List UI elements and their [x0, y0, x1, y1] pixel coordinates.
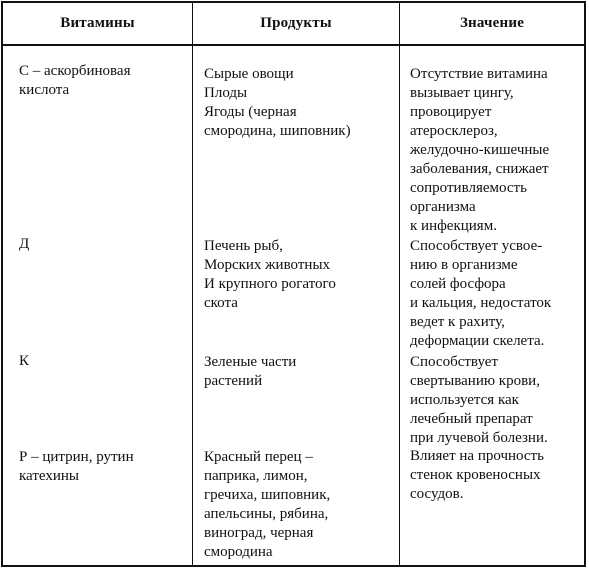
cell-products-c — [204, 65, 351, 141]
text-line: нию в организме — [410, 257, 518, 273]
header-meaning: Значение — [459, 15, 525, 31]
cell-vitamin-d — [19, 235, 29, 254]
text-line: И крупного рогатого — [204, 276, 336, 292]
header-divider — [3, 44, 584, 46]
text-line: организма — [410, 199, 476, 215]
header-vitamins: Витамины — [60, 15, 135, 31]
text-line: и кальция, недостаток — [410, 295, 552, 311]
text-line: виноград, черная — [204, 525, 314, 541]
cell-meaning-c — [410, 65, 583, 236]
cell-vitamin-c — [19, 62, 130, 100]
text-line: желудочно-кишечные — [410, 142, 550, 158]
text-line: паприка, лимон, — [204, 468, 308, 484]
cell-meaning-k — [410, 353, 583, 448]
text-line: кислота — [19, 82, 70, 98]
text-line: скота — [204, 295, 238, 311]
text-line: К — [19, 353, 30, 369]
cell-products-p — [204, 448, 330, 562]
text-line: к инфекциям. — [410, 218, 497, 234]
cell-vitamin-k — [19, 352, 29, 371]
text-line: смородина — [204, 544, 273, 560]
text-line: ведет к рахиту, — [410, 314, 505, 330]
cell-products-d — [204, 237, 336, 313]
text-line: при лучевой болезни. — [410, 430, 548, 446]
text-line: Способствует — [410, 354, 498, 370]
text-line: Морских животных — [204, 257, 331, 273]
cell-vitamin-p — [19, 448, 134, 486]
text-line: Плоды — [204, 85, 248, 101]
text-line: С – аскорбиновая — [19, 63, 131, 79]
text-line: Способствует усвое- — [410, 238, 543, 254]
column-divider — [399, 3, 400, 565]
text-line: заболевания, снижает — [410, 161, 549, 177]
text-line: Сырые овощи — [204, 66, 294, 82]
header-products: Продукты — [260, 15, 332, 31]
cell-products-k — [204, 353, 296, 391]
text-line: Отсутствие витамина — [410, 66, 548, 82]
text-line: растений — [204, 373, 263, 389]
text-line: стенок кровеносных — [410, 467, 541, 483]
cell-meaning-p — [410, 447, 583, 504]
text-line: апельсины, рябина, — [204, 506, 329, 522]
text-line: вызывает цингу, — [410, 85, 514, 101]
text-line: Ягоды (черная — [204, 104, 297, 120]
text-line: катехины — [19, 468, 79, 484]
vitamins-table — [1, 1, 586, 567]
cell-meaning-d — [410, 237, 583, 351]
text-line: Печень рыб, — [204, 238, 283, 254]
text-line: Р – цитрин, рутин — [19, 449, 134, 465]
text-line: солей фосфора — [410, 276, 506, 292]
text-line: Д — [19, 236, 30, 252]
text-line: Влияет на прочность — [410, 448, 544, 464]
text-line: деформации скелета. — [410, 333, 545, 349]
text-line: сосудов. — [410, 486, 464, 502]
text-line: Зеленые части — [204, 354, 297, 370]
text-line: Красный перец – — [204, 449, 313, 465]
text-line: провоцирует — [410, 104, 492, 120]
text-line: смородина, шиповник) — [204, 123, 351, 139]
text-line: гречиха, шиповник, — [204, 487, 331, 503]
text-line: лечебный препарат — [410, 411, 533, 427]
column-divider — [192, 3, 193, 565]
text-line: используется как — [410, 392, 519, 408]
text-line: сопротивляемость — [410, 180, 527, 196]
text-line: свертыванию крови, — [410, 373, 540, 389]
text-line: атеросклероз, — [410, 123, 498, 139]
